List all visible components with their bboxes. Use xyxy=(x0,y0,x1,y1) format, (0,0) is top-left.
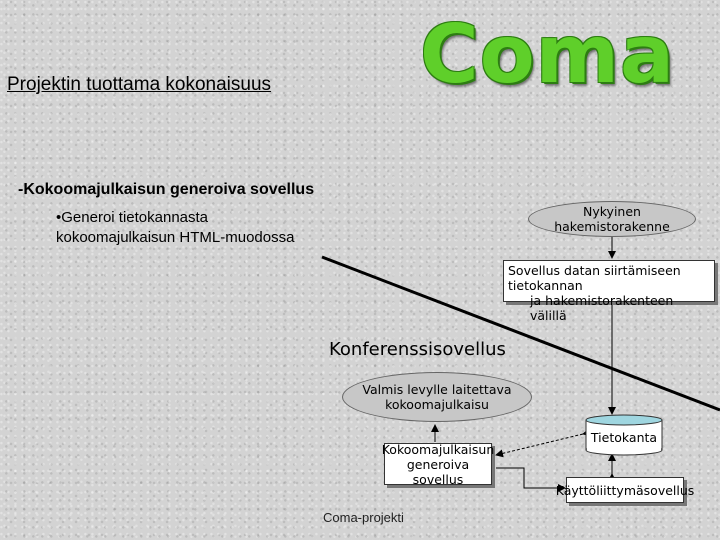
node-nykyinen-hakemistorakenne xyxy=(528,201,696,237)
node-tietokanta-label: Tietokanta xyxy=(590,430,658,445)
arrow-tietokanta-generoiva xyxy=(496,434,583,455)
bullet-sub-line2: kokoomajulkaisun HTML-muodossa xyxy=(56,229,295,246)
node-siirto-line2: ja hakemistorakenteen välillä xyxy=(530,293,674,323)
node-kayttoliittyma-label: Käyttöliittymäsovellus xyxy=(555,482,695,498)
node-generoiva-line2: generoiva sovellus xyxy=(406,456,470,487)
node-kayttoliittymasovellus xyxy=(555,477,695,503)
node-siirtosovellus xyxy=(503,260,715,323)
node-valmis-line1: Valmis levylle laitettava xyxy=(362,382,512,397)
logo-text: Coma xyxy=(420,8,676,101)
bullet-main: -Kokoomajulkaisun generoiva sovellus xyxy=(18,181,315,198)
node-valmis-kokoomajulkaisu xyxy=(342,372,532,422)
slide-title: Projektin tuottama kokonaisuus xyxy=(7,74,272,95)
bullet-sub-line1: •Generoi tietokannasta xyxy=(56,209,209,226)
node-nykyinen-label: Nykyinen hakemistorakenne xyxy=(554,204,670,234)
arrow-generoiva-kayttoliittyma xyxy=(496,468,565,488)
konferenssisovellus-label: Konferenssisovellus xyxy=(329,339,506,360)
node-generoiva-line1: Kokoomajulkaisun xyxy=(381,441,495,457)
node-generoiva-sovellus xyxy=(381,441,495,487)
node-valmis-line2: kokoomajulkaisu xyxy=(385,397,489,412)
node-siirto-line1: Sovellus datan siirtämiseen tietokannan xyxy=(508,263,681,293)
slide-footer: Coma-projekti xyxy=(323,510,404,525)
